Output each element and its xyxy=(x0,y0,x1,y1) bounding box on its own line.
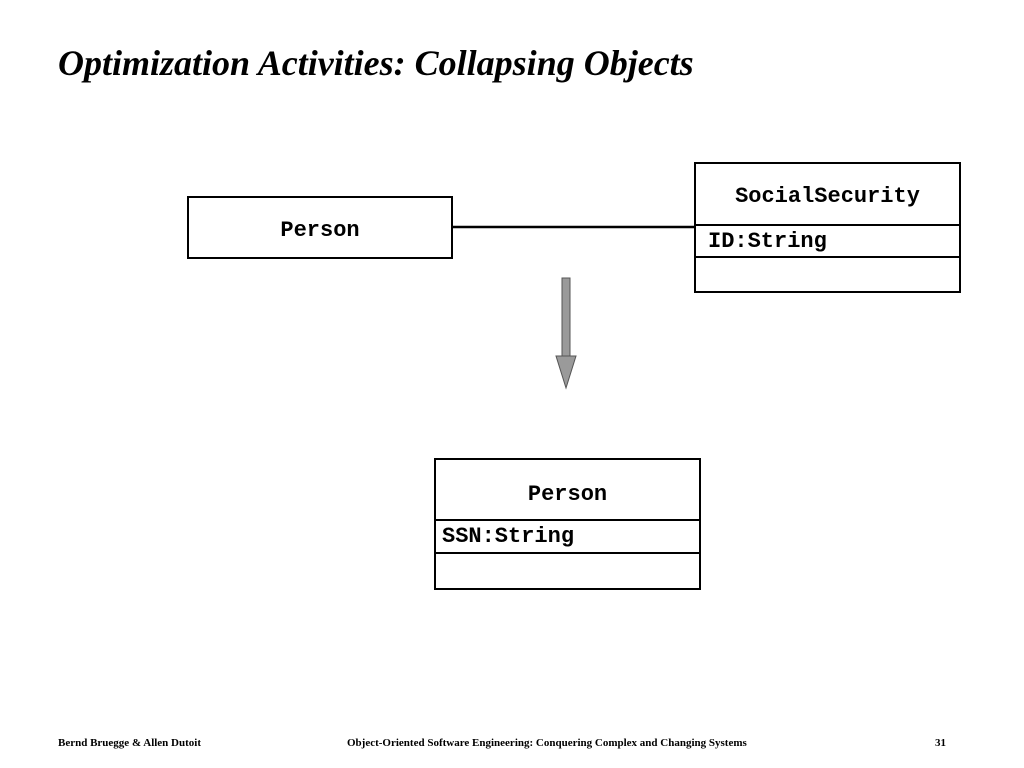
footer-page-number: 31 xyxy=(935,737,946,749)
social-security-operations xyxy=(696,256,959,293)
down-arrow-icon xyxy=(556,278,576,388)
slide-title: Optimization Activities: Collapsing Objects xyxy=(58,43,694,83)
social-security-attributes xyxy=(696,224,959,256)
person-class-name: Person xyxy=(280,218,360,243)
person-operations xyxy=(436,552,699,590)
person-class-after xyxy=(434,458,701,590)
person-class-before xyxy=(187,196,453,259)
person-attributes xyxy=(436,519,699,552)
social-security-class xyxy=(694,162,961,293)
person-class-after-name: Person xyxy=(527,482,608,507)
footer-book-title: Object-Oriented Software Engineering: Conquering Complex and Changing Systems xyxy=(347,737,747,749)
social-security-attribute: ID:String xyxy=(708,229,827,254)
footer-authors: Bernd Bruegge & Allen Dutoit xyxy=(58,737,201,749)
person-attribute: SSN:String xyxy=(442,524,575,549)
social-security-class-name: SocialSecurity xyxy=(735,184,920,209)
